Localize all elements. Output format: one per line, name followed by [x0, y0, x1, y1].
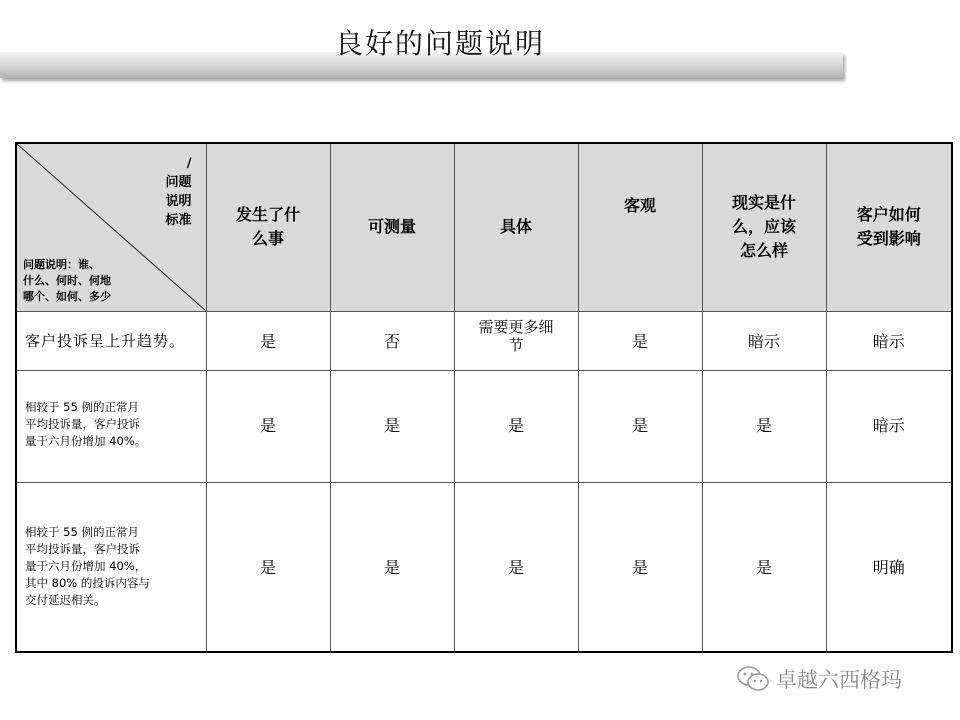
row-label	[16, 482, 206, 652]
watermark-text: 卓越六西格玛	[776, 668, 902, 692]
header-cell	[206, 143, 330, 311]
header-row	[16, 143, 952, 311]
row-label	[16, 370, 206, 482]
table-cell: 明确	[826, 482, 952, 652]
row-label-text: 客户投诉呈上升趋势。	[25, 332, 186, 350]
table-row	[16, 311, 952, 370]
table-cell: 是	[578, 311, 702, 370]
page-title: 良好的问题说明	[334, 27, 545, 60]
header-label: 现实是什 么，应该 怎么样	[731, 193, 796, 261]
table-cell: 是	[578, 370, 702, 482]
header-cell	[578, 143, 702, 311]
table-cell: 暗示	[702, 311, 826, 370]
table-cell: 暗示	[826, 311, 952, 370]
header-label: 具体	[499, 217, 532, 237]
corner-top-label: / 问题 说明 标准	[165, 156, 192, 228]
header-label: 客户如何 受到影响	[856, 205, 921, 249]
table-cell-text: 需要更多细 节	[478, 317, 554, 354]
header-label: 可测量	[367, 217, 416, 237]
row-label	[16, 311, 206, 370]
table-cell: 是	[206, 370, 330, 482]
table-cell: 是	[330, 370, 454, 482]
watermark	[736, 664, 902, 694]
table-cell: 是	[330, 482, 454, 652]
corner-bottom-label: 问题说明：谁、 什么、何时、何地 哪个、如何、多少	[23, 257, 111, 303]
corner-cell	[16, 143, 206, 311]
table-cell: 暗示	[826, 370, 952, 482]
header-cell	[826, 143, 952, 311]
header-cell	[702, 143, 826, 311]
wechat-icon	[736, 665, 770, 693]
table-cell: 是	[454, 370, 578, 482]
table-cell: 否	[330, 311, 454, 370]
row-label-text: 相较于 55 例的正常月 平均投诉量，客户投诉 量于六月份增加 40%， 其中 80% 的投诉内容与 交付延迟相关。	[25, 525, 150, 608]
header-cell	[330, 143, 454, 311]
header-label: 客观	[623, 196, 656, 215]
header-cell	[454, 143, 578, 311]
table-row	[16, 482, 952, 652]
table-row	[16, 370, 952, 482]
table-cell: 是	[206, 482, 330, 652]
table-cell: 是	[454, 482, 578, 652]
table-cell: 是	[702, 370, 826, 482]
row-label-text: 相较于 55 例的正常月 平均投诉量，客户投诉 量于六月份增加 40%。	[25, 399, 147, 448]
table-cell: 是	[206, 311, 330, 370]
header-label: 发生了什 么事	[235, 205, 300, 249]
criteria-table	[15, 142, 953, 653]
table-cell	[454, 311, 578, 370]
table-cell: 是	[702, 482, 826, 652]
table-cell: 是	[578, 482, 702, 652]
